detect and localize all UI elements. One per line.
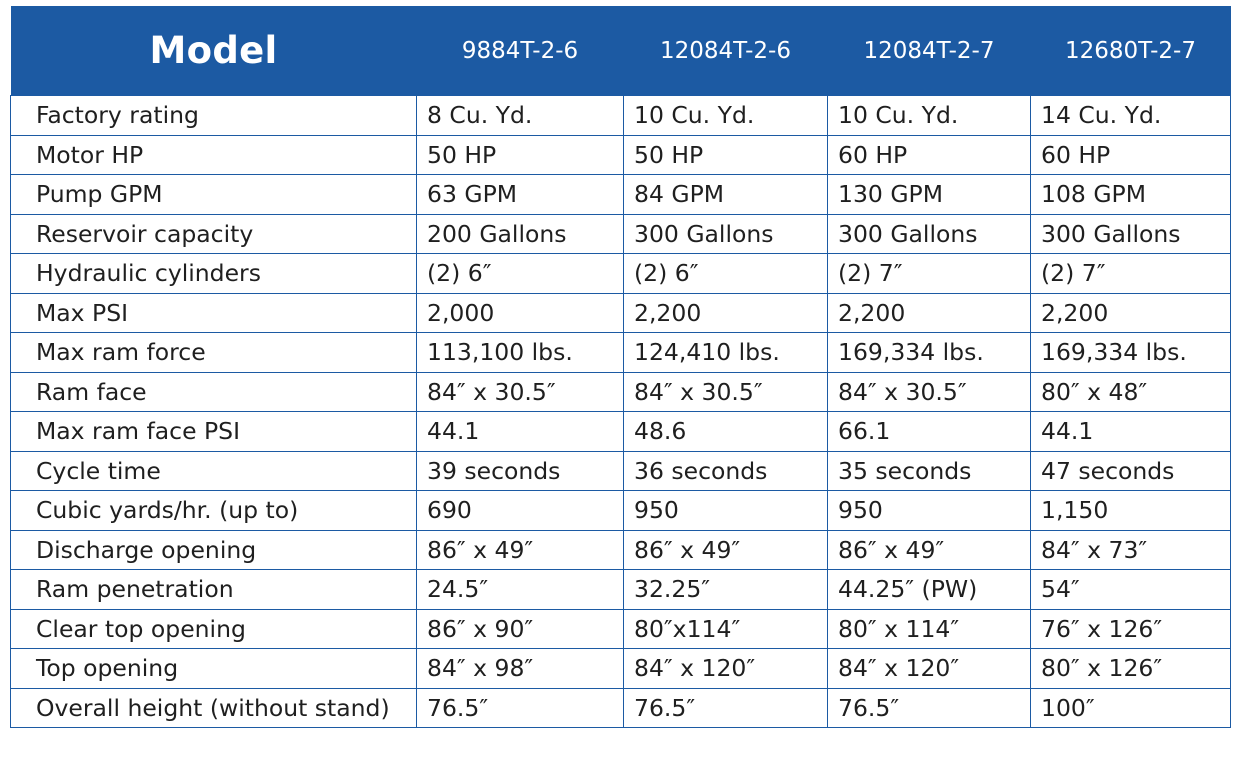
- spec-value: 14 Cu. Yd.: [1031, 96, 1231, 136]
- spec-value: 300 Gallons: [828, 214, 1031, 254]
- spec-value: (2) 7″: [828, 254, 1031, 294]
- spec-label: Reservoir capacity: [11, 214, 417, 254]
- spec-value: 130 GPM: [828, 175, 1031, 215]
- spec-value: 44.1: [1031, 412, 1231, 452]
- spec-value: 66.1: [828, 412, 1031, 452]
- spec-value: 36 seconds: [624, 451, 828, 491]
- spec-value: 63 GPM: [417, 175, 624, 215]
- spec-label: Discharge opening: [11, 530, 417, 570]
- spec-label: Max ram face PSI: [11, 412, 417, 452]
- table-row: [11, 175, 1231, 215]
- spec-value: 60 HP: [1031, 135, 1231, 175]
- table-row: [11, 333, 1231, 373]
- spec-value: 54″: [1031, 570, 1231, 610]
- spec-value: 108 GPM: [1031, 175, 1231, 215]
- spec-value: (2) 6″: [417, 254, 624, 294]
- table-row: [11, 530, 1231, 570]
- spec-label: Pump GPM: [11, 175, 417, 215]
- spec-label: Hydraulic cylinders: [11, 254, 417, 294]
- spec-value: 84 GPM: [624, 175, 828, 215]
- spec-value: 47 seconds: [1031, 451, 1231, 491]
- model-column-header: 9884T-2-6: [417, 6, 624, 96]
- table-row: [11, 649, 1231, 689]
- spec-value: 60 HP: [828, 135, 1031, 175]
- spec-value: 35 seconds: [828, 451, 1031, 491]
- table-row: [11, 214, 1231, 254]
- table-row: [11, 135, 1231, 175]
- spec-value: 2,200: [1031, 293, 1231, 333]
- spec-value: (2) 7″: [1031, 254, 1231, 294]
- spec-value: 76.5″: [624, 688, 828, 728]
- spec-value: 169,334 lbs.: [1031, 333, 1231, 373]
- spec-value: 32.25″: [624, 570, 828, 610]
- spec-value: 2,200: [624, 293, 828, 333]
- spec-label: Motor HP: [11, 135, 417, 175]
- spec-label: Cycle time: [11, 451, 417, 491]
- spec-label: Clear top opening: [11, 609, 417, 649]
- spec-value: 1,150: [1031, 491, 1231, 531]
- model-column-header: 12084T-2-6: [624, 6, 828, 96]
- table-row: [11, 412, 1231, 452]
- spec-value: 44.25″ (PW): [828, 570, 1031, 610]
- spec-value: 690: [417, 491, 624, 531]
- spec-value: 50 HP: [624, 135, 828, 175]
- spec-label: Ram face: [11, 372, 417, 412]
- spec-value: 2,000: [417, 293, 624, 333]
- spec-value: 10 Cu. Yd.: [828, 96, 1031, 136]
- spec-value: 84″ x 120″: [828, 649, 1031, 689]
- table-row: [11, 372, 1231, 412]
- spec-value: 80″ x 114″: [828, 609, 1031, 649]
- spec-value: 950: [828, 491, 1031, 531]
- spec-value: 84″ x 30.5″: [624, 372, 828, 412]
- spec-value: 84″ x 120″: [624, 649, 828, 689]
- spec-value: 200 Gallons: [417, 214, 624, 254]
- spec-value: 950: [624, 491, 828, 531]
- spec-value: 8 Cu. Yd.: [417, 96, 624, 136]
- spec-value: 100″: [1031, 688, 1231, 728]
- model-spec-table: [10, 6, 1231, 728]
- spec-value: 84″ x 98″: [417, 649, 624, 689]
- spec-value: 39 seconds: [417, 451, 624, 491]
- table-row: [11, 254, 1231, 294]
- spec-value: 84″ x 30.5″: [417, 372, 624, 412]
- spec-value: 113,100 lbs.: [417, 333, 624, 373]
- table-row: [11, 293, 1231, 333]
- spec-value: 24.5″: [417, 570, 624, 610]
- table-row: [11, 451, 1231, 491]
- spec-table-container: [10, 6, 1230, 728]
- spec-value: 48.6: [624, 412, 828, 452]
- model-column-header: 12084T-2-7: [828, 6, 1031, 96]
- spec-value: 76″ x 126″: [1031, 609, 1231, 649]
- spec-label: Max ram force: [11, 333, 417, 373]
- spec-label: Overall height (without stand): [11, 688, 417, 728]
- spec-value: 86″ x 90″: [417, 609, 624, 649]
- table-row: [11, 96, 1231, 136]
- spec-value: 84″ x 73″: [1031, 530, 1231, 570]
- spec-value: 80″ x 48″: [1031, 372, 1231, 412]
- spec-value: 169,334 lbs.: [828, 333, 1031, 373]
- spec-value: 2,200: [828, 293, 1031, 333]
- table-row: [11, 570, 1231, 610]
- model-column-header: 12680T-2-7: [1031, 6, 1231, 96]
- table-row: [11, 688, 1231, 728]
- table-row: [11, 491, 1231, 531]
- spec-value: 84″ x 30.5″: [828, 372, 1031, 412]
- spec-label: Max PSI: [11, 293, 417, 333]
- spec-value: 76.5″: [417, 688, 624, 728]
- table-header-row: [11, 6, 1231, 96]
- spec-value: 300 Gallons: [624, 214, 828, 254]
- spec-value: 86″ x 49″: [417, 530, 624, 570]
- spec-label: Factory rating: [11, 96, 417, 136]
- spec-label: Ram penetration: [11, 570, 417, 610]
- spec-value: 44.1: [417, 412, 624, 452]
- spec-label: Cubic yards/hr. (up to): [11, 491, 417, 531]
- spec-value: 80″ x 126″: [1031, 649, 1231, 689]
- spec-value: 124,410 lbs.: [624, 333, 828, 373]
- model-header: Model: [11, 6, 417, 96]
- spec-label: Top opening: [11, 649, 417, 689]
- spec-value: 300 Gallons: [1031, 214, 1231, 254]
- spec-value: 50 HP: [417, 135, 624, 175]
- spec-value: 76.5″: [828, 688, 1031, 728]
- spec-value: 86″ x 49″: [624, 530, 828, 570]
- table-row: [11, 609, 1231, 649]
- spec-value: 86″ x 49″: [828, 530, 1031, 570]
- spec-value: (2) 6″: [624, 254, 828, 294]
- spec-value: 10 Cu. Yd.: [624, 96, 828, 136]
- spec-value: 80″x114″: [624, 609, 828, 649]
